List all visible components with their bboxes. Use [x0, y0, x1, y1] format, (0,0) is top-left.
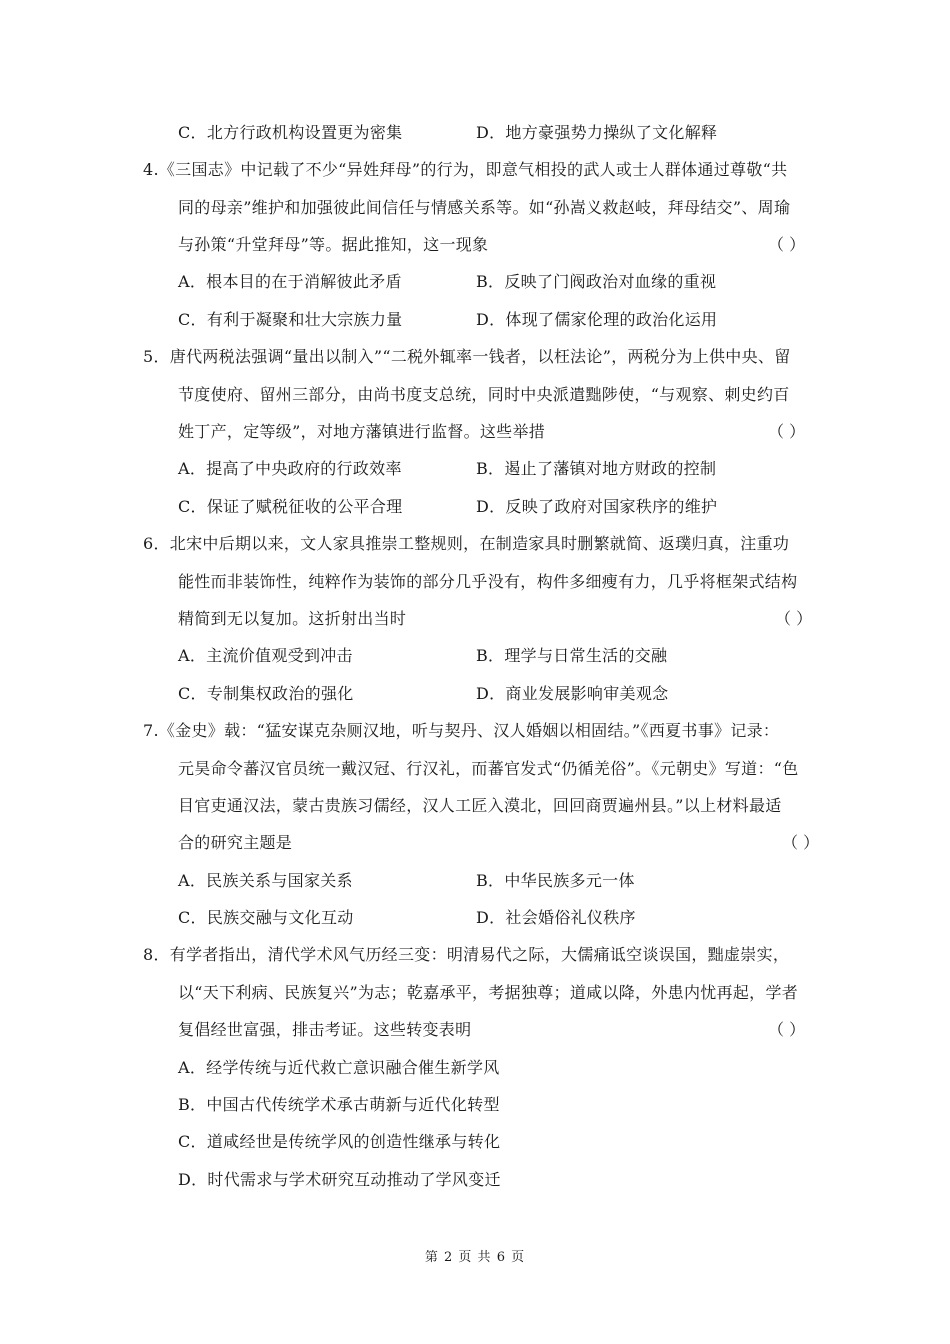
q8-option-a: A．经学传统与近代救亡意识融合催生新学风	[178, 1058, 500, 1077]
q4-option-c: C．有利于凝聚和壮大宗族力量	[178, 310, 403, 329]
q8-stem-line-1: 8．有学者指出，清代学术风气历经三变：明清易代之际，大儒痛诋空谈误国，黜虚崇实，	[143, 945, 790, 964]
q8-stem-line-2: 以“天下利病、民族复兴”为志；乾嘉承平，考据独尊；道咸以降，外患内忧再起，学者	[178, 983, 799, 1002]
q6-option-c: C．专制集权政治的强化	[178, 684, 354, 703]
q3-option-c: C．北方行政机构设置更为密集	[178, 123, 403, 142]
q7-stem-line-2: 元昊命令蕃汉官员统一戴汉冠、行汉礼，而蕃官发式“仍循羌俗”。《元朝史》写道：“色	[178, 759, 799, 778]
q4-stem-line-3: 与孙策“升堂拜母”等。据此推知，这一现象	[178, 235, 489, 254]
q7-option-a: A．民族关系与国家关系	[178, 871, 353, 890]
q5-option-b: B．遏止了藩镇对地方财政的控制	[476, 459, 717, 478]
q7-stem-line-4: 合的研究主题是	[178, 833, 293, 852]
q5-option-a: A．提高了中央政府的行政效率	[178, 459, 402, 478]
q3-option-d: D．地方豪强势力操纵了文化解释	[476, 123, 718, 142]
q5-option-c: C．保证了赋税征收的公平合理	[178, 497, 403, 516]
q4-stem-line-2: 同的母亲”维护和加强彼此间信任与情感关系等。如“孙嵩义救赵岐，拜母结交”、周瑜	[178, 198, 791, 217]
q8-answer-paren: （ ）	[768, 1020, 806, 1039]
q4-stem-line-1: 4.《三国志》中记载了不少“异姓拜母”的行为，即意气相投的武人或士人群体通过尊敬“共	[143, 160, 788, 179]
q5-answer-paren: （ ）	[768, 422, 806, 441]
q8-option-b: B．中国古代传统学术承古萌新与近代化转型	[178, 1095, 500, 1114]
q6-option-d: D．商业发展影响审美观念	[476, 684, 669, 703]
q7-stem-line-3: 目官吏通汉法，蒙古贵族习儒经，汉人工匠入漠北，回回商贾遍州县。”以上材料最适	[178, 796, 782, 815]
q7-option-c: C．民族交融与文化互动	[178, 908, 354, 927]
q6-stem-line-1: 6．北宋中后期以来，文人家具推崇工整规则，在制造家具时删繁就简、返璞归真，注重功	[143, 534, 790, 553]
q7-answer-paren: （ ）	[782, 833, 820, 852]
q6-option-a: A．主流价值观受到冲击	[178, 646, 353, 665]
q4-answer-paren: （ ）	[768, 235, 806, 254]
q6-answer-paren: （ ）	[775, 609, 813, 628]
q4-option-b: B．反映了门阀政治对血缘的重视	[476, 272, 717, 291]
q4-option-d: D．体现了儒家伦理的政治化运用	[476, 310, 718, 329]
q5-stem-line-2: 节度使府、留州三部分，由尚书度支总统，同时中央派遣黜陟使，“与观察、刺史约百	[178, 385, 790, 404]
q6-stem-line-2: 能性而非装饰性，纯粹作为装饰的部分几乎没有，构件多细瘦有力，几乎将框架式结构	[178, 572, 798, 591]
q5-option-d: D．反映了政府对国家秩序的维护	[476, 497, 718, 516]
q8-option-d: D．时代需求与学术研究互动推动了学风变迁	[178, 1170, 501, 1189]
page-footer: 第 2 页 共 6 页	[424, 1250, 526, 1265]
q5-stem-line-3: 姓丁产，定等级”，对地方藩镇进行监督。这些举措	[178, 422, 546, 441]
q7-option-b: B．中华民族多元一体	[476, 871, 635, 890]
q6-option-b: B．理学与日常生活的交融	[476, 646, 668, 665]
q7-stem-line-1: 7.《金史》载：“猛安谋克杂厕汉地，听与契丹、汉人婚姻以相固结。”《西夏书事》记录：	[143, 721, 780, 740]
q6-stem-line-3: 精简到无以复加。这折射出当时	[178, 609, 407, 628]
q5-stem-line-1: 5．唐代两税法强调“量出以制入”“二税外辄率一钱者，以枉法论”，两税分为上供中央、留	[143, 347, 791, 366]
q8-stem-line-3: 复倡经世富强，排击考证。这些转变表明	[178, 1020, 472, 1039]
q8-option-c: C．道咸经世是传统学风的创造性继承与转化	[178, 1132, 501, 1151]
q4-option-a: A．根本目的在于消解彼此矛盾	[178, 272, 402, 291]
q7-option-d: D．社会婚俗礼仪秩序	[476, 908, 636, 927]
